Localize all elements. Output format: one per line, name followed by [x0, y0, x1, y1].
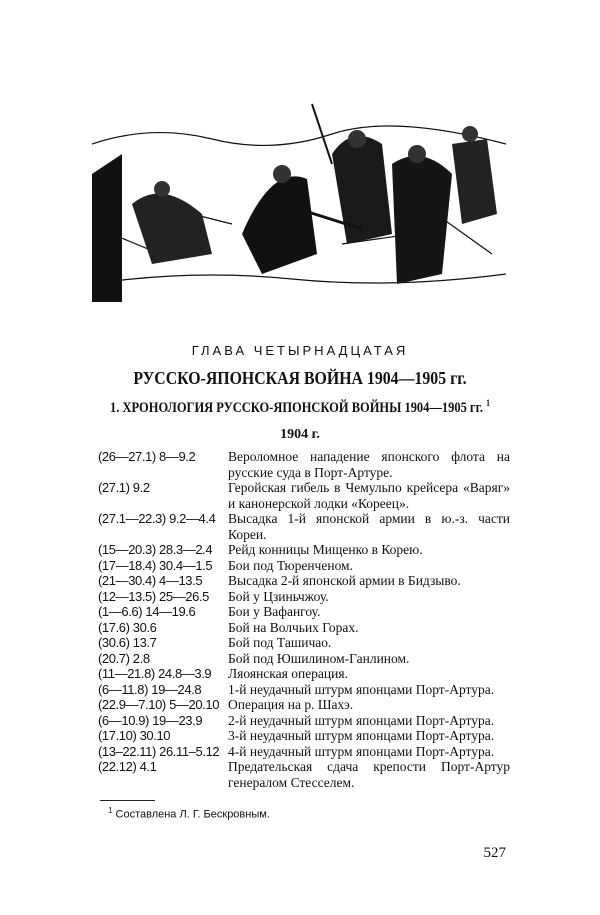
- entry-dates: (12—13.5) 25—26.5: [98, 588, 209, 604]
- chronology-entry: [98, 573, 510, 589]
- entry-dates: (22.9—7.10) 5—20.10: [98, 697, 220, 712]
- entry-dates: (1—6.6) 14—19.6: [98, 604, 196, 619]
- section-title-text: 1. ХРОНОЛОГИЯ РУССКО-ЯПОНСКОЙ ВОЙНЫ 1904—1905 гг.: [110, 399, 483, 416]
- entry-text: Предательская сдача крепости Порт-Артур генералом Стесселем.: [228, 759, 510, 790]
- page-number: 527: [483, 844, 506, 861]
- entry-dates: (27.1—22.3) 9.2—4.4: [98, 511, 216, 526]
- chronology-entry: [98, 589, 510, 605]
- entry-text: Высадка 1-й японской армии в ю.-з. части Кореи.: [228, 511, 510, 542]
- chronology-entry: [98, 697, 510, 713]
- footnote-mark: 1: [108, 806, 113, 815]
- chapter-title: РУССКО-ЯПОНСКАЯ ВОЙНА 1904—1905 гг.: [133, 368, 467, 388]
- chronology-entry: [98, 651, 510, 667]
- entry-text: Бой под Ташичао.: [228, 635, 332, 650]
- entry-dates: (22.12) 4.1: [98, 759, 157, 774]
- chronology-entry: [98, 744, 510, 760]
- entry-text: Бой у Цзиньчжоу.: [228, 588, 329, 604]
- footnote-reference[interactable]: 1: [486, 398, 490, 408]
- entry-text: 4-й неудачный штурм японцами Порт-Артура.: [228, 743, 495, 759]
- chronology-entry: [98, 604, 510, 620]
- entry-dates: (27.1) 9.2: [98, 480, 150, 495]
- entry-text: 2-й неудачный штурм японцами Порт-Артура.: [228, 712, 495, 728]
- entry-dates: (17—18.4) 30.4—1.5: [98, 557, 213, 573]
- chronology-entry: [98, 759, 510, 790]
- footnote-text: Составлена Л. Г. Бескровным.: [115, 808, 270, 821]
- year-heading: 1904 г.: [280, 427, 320, 442]
- entry-text: Бои под Тюренченом.: [228, 557, 353, 573]
- battle-illustration: [92, 84, 506, 302]
- entry-text: Высадка 2-й японской армии в Бидзыво.: [228, 573, 461, 588]
- entry-text: Бои у Вафангоу.: [228, 604, 321, 619]
- footnote-divider: [100, 800, 155, 801]
- chronology-entry: [98, 542, 510, 558]
- entry-text: Бой под Юшилином-Ганлином.: [228, 650, 410, 666]
- chronology-entry: [98, 480, 510, 511]
- chronology-entry: [98, 620, 510, 636]
- entry-text: 1-й неудачный штурм японцами Порт-Артура.: [228, 681, 495, 697]
- entry-text: Вероломное нападение японского флота на русские суда в Порт-Артуре.: [228, 449, 510, 480]
- chronology-entry: [98, 511, 510, 542]
- entry-text: Бой на Волчьих Горах.: [228, 619, 359, 635]
- entry-dates: (6—11.8) 19—24.8: [98, 681, 202, 697]
- entry-text: Рейд конницы Мищенко в Корею.: [228, 542, 423, 557]
- chronology-entry: [98, 635, 510, 651]
- chronology-entry: [98, 728, 510, 744]
- entry-dates: (20.7) 2.8: [98, 650, 150, 666]
- entry-dates: (13–22.11) 26.11–5.12: [98, 743, 220, 759]
- chronology-entry: [98, 558, 510, 574]
- entry-dates: (15—20.3) 28.3—2.4: [98, 542, 213, 557]
- entry-dates: (26—27.1) 8—9.2: [98, 449, 196, 464]
- chronology-list: [98, 449, 510, 790]
- entry-dates: (21—30.4) 4—13.5: [98, 573, 203, 588]
- entry-dates: (11—21.8) 24.8—3.9: [98, 666, 212, 681]
- footnote: [108, 804, 510, 822]
- chapter-label: ГЛАВА ЧЕТЫРНАДЦАТАЯ: [191, 343, 409, 358]
- entry-dates: (6—10.9) 19—23.9: [98, 712, 203, 728]
- entry-dates: (17.10) 30.10: [98, 728, 171, 743]
- chronology-entry: [98, 713, 510, 729]
- entry-dates: (30.6) 13.7: [98, 635, 157, 650]
- section-title: [42, 398, 558, 417]
- entry-text: Операция на р. Шахэ.: [228, 697, 354, 712]
- chronology-entry: [98, 449, 510, 480]
- entry-dates: (17.6) 30.6: [98, 619, 157, 635]
- chronology-entry: [98, 682, 510, 698]
- entry-text: Геройская гибель в Чемульпо крейсера «Варяг» и канонерской лодки «Кореец».: [228, 480, 510, 511]
- chronology-entry: [98, 666, 510, 682]
- page-body: [98, 449, 510, 862]
- entry-text: Ляоянская операция.: [228, 666, 348, 681]
- entry-text: 3-й неудачный штурм японцами Порт-Артура.: [228, 728, 495, 743]
